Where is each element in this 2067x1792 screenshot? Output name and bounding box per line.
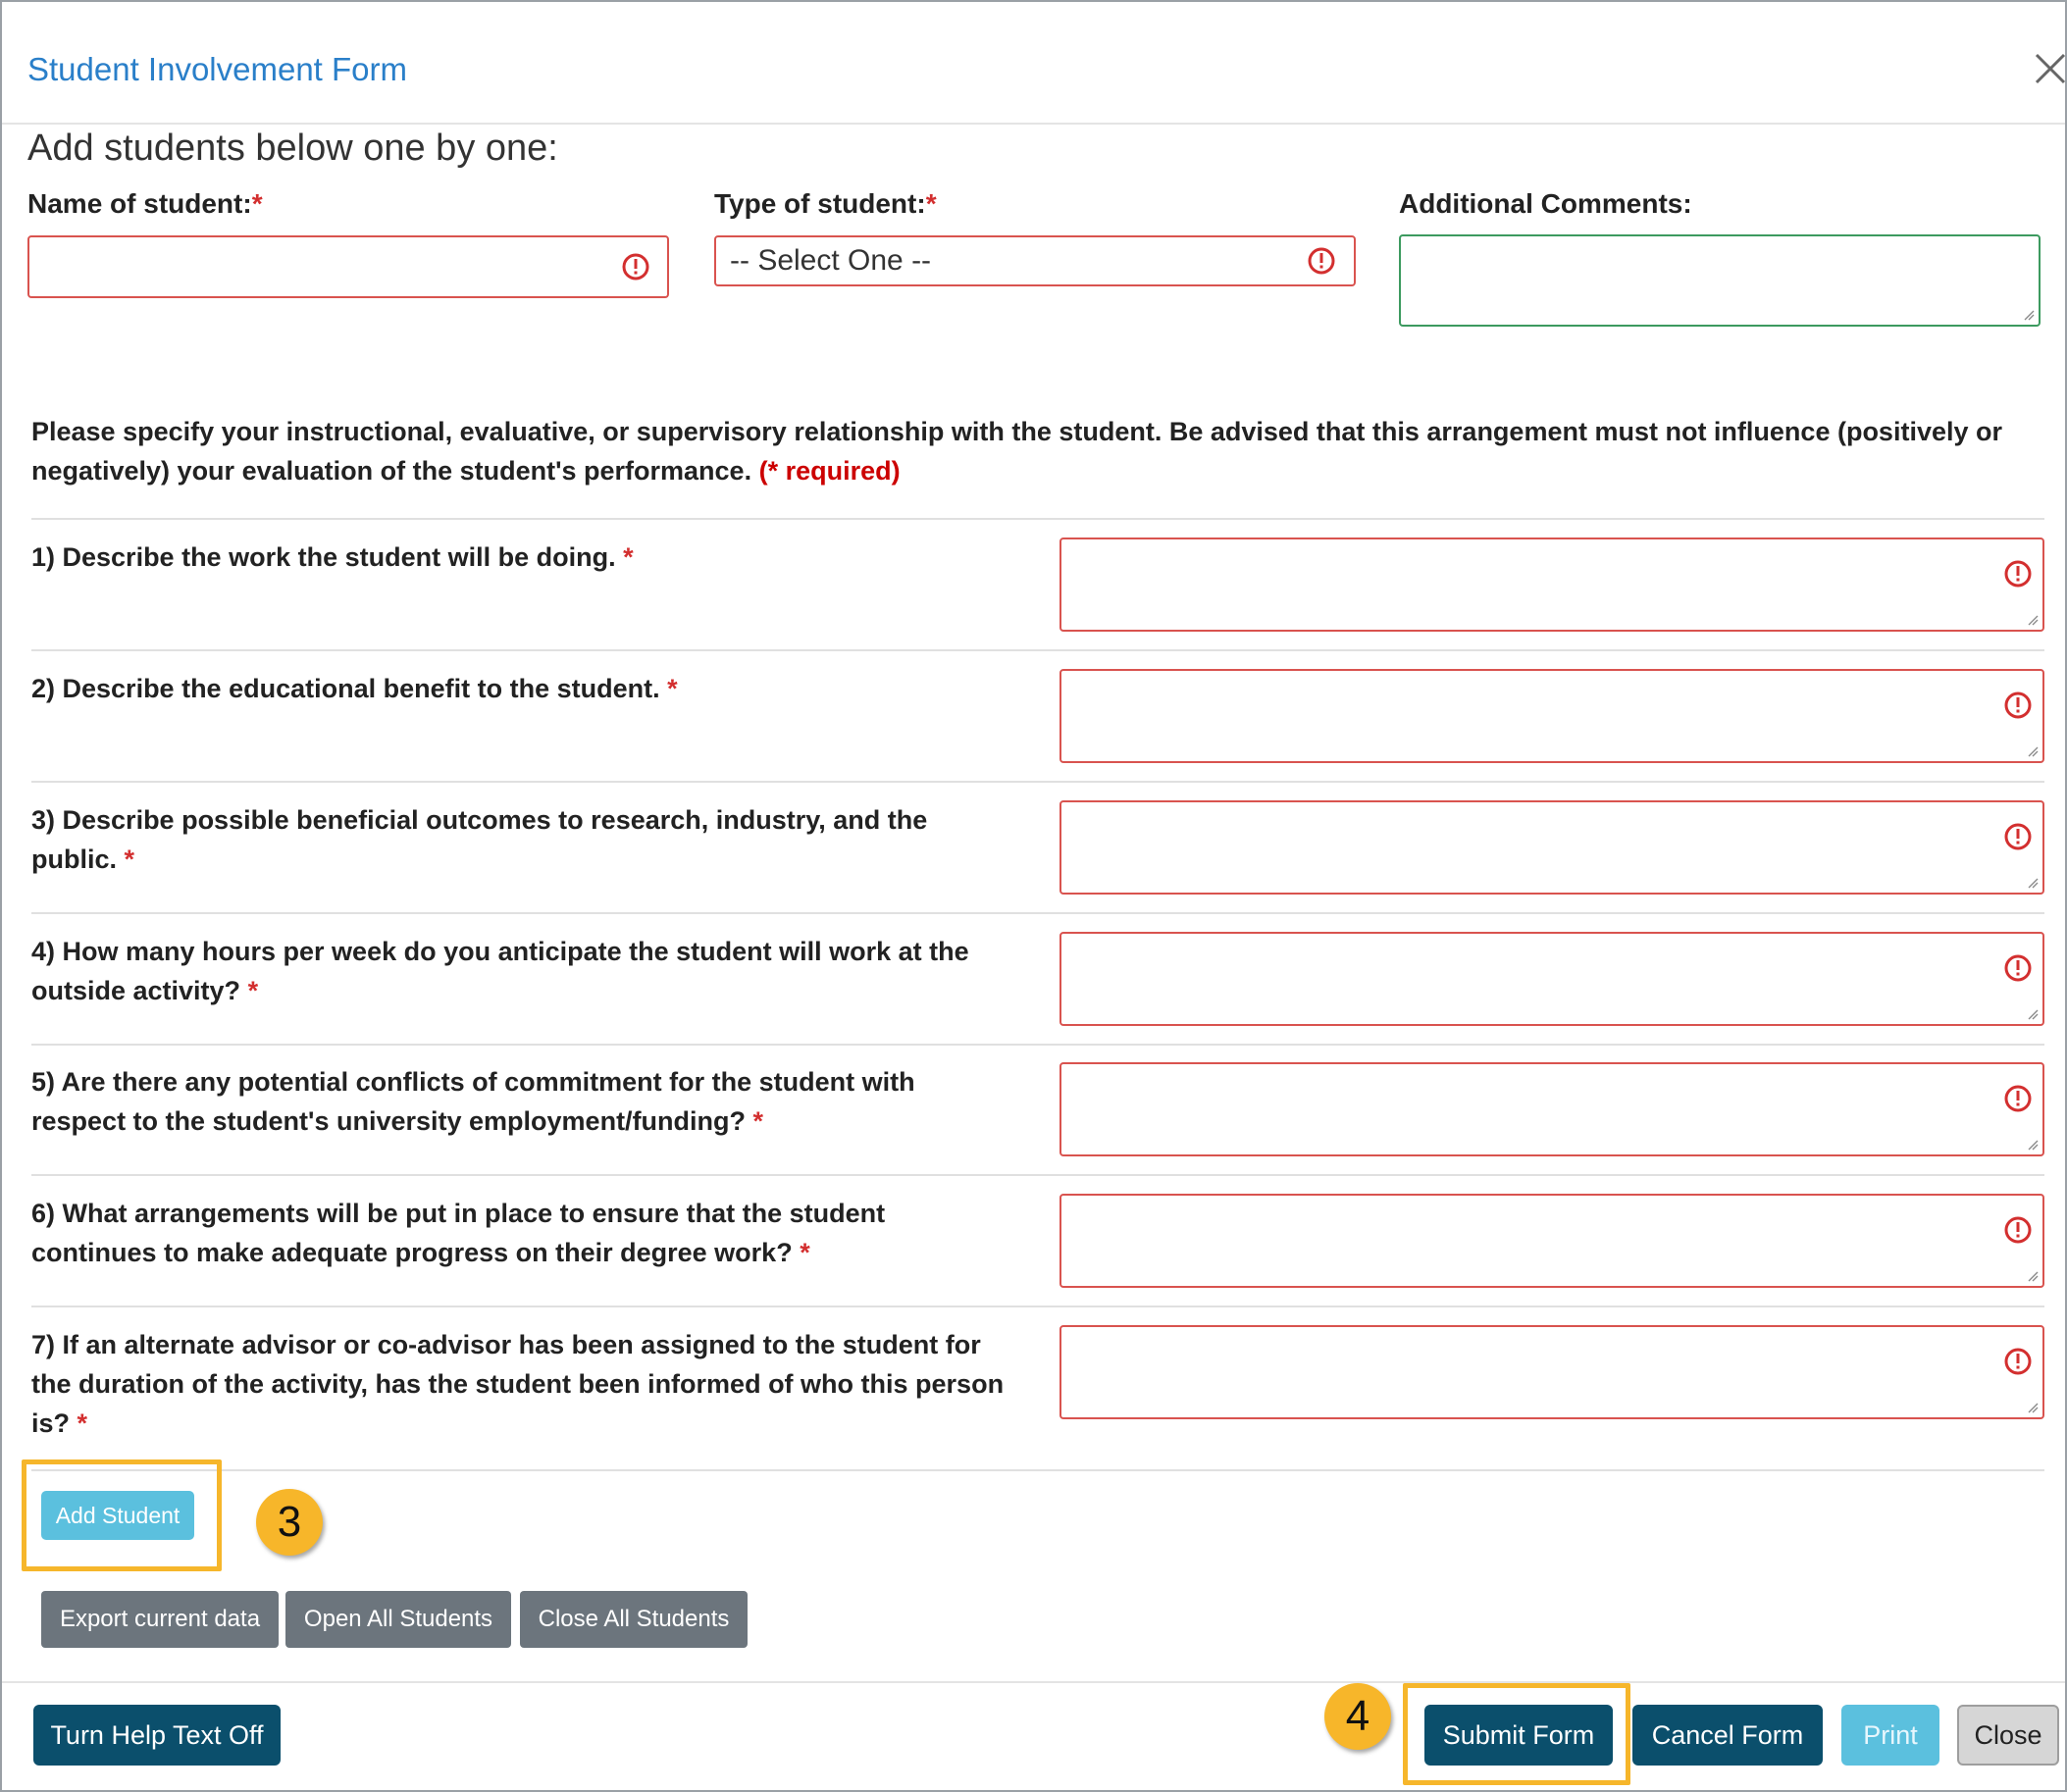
error-icon — [2003, 1215, 2033, 1245]
error-icon — [621, 252, 650, 282]
required-mark: * — [124, 845, 135, 874]
close-button[interactable]: Close — [1957, 1705, 2059, 1766]
question-text: 4) How many hours per week do you anticipate the student will work at the outside activity? — [31, 937, 969, 1005]
resize-grip-icon[interactable] — [2027, 1402, 2039, 1413]
question-2-label — [31, 669, 1012, 708]
divider — [31, 1044, 2044, 1046]
comments-label: Additional Comments: — [1399, 188, 1692, 219]
name-label-text: Name of student: — [27, 188, 252, 219]
error-icon — [2003, 691, 2033, 720]
question-6-textarea[interactable] — [1059, 1194, 2044, 1288]
footer-divider — [2, 1681, 2065, 1683]
error-icon — [2003, 1347, 2033, 1376]
question-1-label — [31, 538, 1012, 577]
question-5-label — [31, 1062, 1012, 1141]
step-4-callout: 4 — [1324, 1683, 1391, 1750]
intro-text: Add students below one by one: — [27, 128, 558, 169]
resize-grip-icon[interactable] — [2027, 1139, 2039, 1151]
student-type-select[interactable] — [714, 235, 1356, 286]
divider — [31, 781, 2044, 783]
resize-grip-icon[interactable] — [2027, 614, 2039, 626]
divider — [31, 649, 2044, 651]
modal-header — [2, 2, 2065, 125]
help-text-toggle-button[interactable]: Turn Help Text Off — [33, 1705, 281, 1766]
question-text: 7) If an alternate advisor or co-advisor has been assigned to the student for the duration of the activity, has the student been informed of who this person is? — [31, 1330, 1005, 1438]
required-mark: * — [623, 542, 634, 572]
name-input[interactable] — [27, 235, 669, 298]
type-label — [714, 188, 937, 220]
print-button[interactable]: Print — [1841, 1705, 1939, 1766]
question-7-textarea[interactable] — [1059, 1325, 2044, 1419]
question-4-textarea[interactable] — [1059, 932, 2044, 1026]
error-icon — [2003, 822, 2033, 851]
submit-form-button[interactable]: Submit Form — [1424, 1705, 1613, 1766]
error-icon — [2003, 1084, 2033, 1113]
divider — [31, 912, 2044, 914]
question-2-textarea[interactable] — [1059, 669, 2044, 763]
instructions-text: Please specify your instructional, evaluative, or supervisory relationship with the student. Be advised that this arrangement must not influence (positively or negatively) your evaluation of the student's performance. — [31, 417, 2002, 486]
required-mark: * — [77, 1408, 88, 1438]
question-text: 6) What arrangements will be put in place to ensure that the student continues to make adequate progress on their degree work? — [31, 1199, 886, 1267]
cancel-form-button[interactable]: Cancel Form — [1632, 1705, 1823, 1766]
question-text: 3) Describe possible beneficial outcomes to research, industry, and the public. — [31, 805, 928, 874]
question-3-label — [31, 800, 1012, 879]
required-mark: * — [800, 1238, 810, 1267]
required-mark: * — [251, 188, 263, 219]
name-label — [27, 188, 263, 220]
student-type-value: -- Select One -- — [730, 244, 932, 277]
question-text: 1) Describe the work the student will be doing. — [31, 542, 616, 572]
export-data-button[interactable]: Export current data — [41, 1591, 279, 1648]
required-mark: * — [667, 674, 678, 703]
additional-comments-textarea[interactable] — [1399, 234, 2041, 327]
divider — [31, 518, 2044, 520]
close-all-students-button[interactable]: Close All Students — [520, 1591, 748, 1648]
required-mark: * — [247, 976, 259, 1005]
question-7-label — [31, 1325, 1012, 1443]
question-6-label — [31, 1194, 1012, 1272]
divider — [31, 1174, 2044, 1176]
question-text: 5) Are there any potential conflicts of commitment for the student with respect to the student's university employment/funding? — [31, 1067, 915, 1136]
question-5-textarea[interactable] — [1059, 1062, 2044, 1156]
error-icon — [1307, 246, 1336, 276]
resize-grip-icon[interactable] — [2027, 877, 2039, 889]
add-student-button[interactable]: Add Student — [41, 1491, 194, 1540]
question-4-label — [31, 932, 1012, 1010]
open-all-students-button[interactable]: Open All Students — [285, 1591, 511, 1648]
question-text: 2) Describe the educational benefit to the student. — [31, 674, 660, 703]
required-mark: * — [752, 1106, 764, 1136]
question-3-textarea[interactable] — [1059, 800, 2044, 895]
resize-grip-icon[interactable] — [2027, 1270, 2039, 1282]
type-label-text: Type of student: — [714, 188, 926, 219]
resize-grip-icon[interactable] — [2023, 309, 2035, 321]
resize-grip-icon[interactable] — [2027, 1008, 2039, 1020]
modal-title: Student Involvement Form — [27, 51, 408, 87]
divider — [31, 1469, 2044, 1471]
error-icon — [2003, 953, 2033, 983]
close-icon[interactable] — [2033, 51, 2067, 86]
divider — [31, 1306, 2044, 1307]
error-icon — [2003, 559, 2033, 589]
resize-grip-icon[interactable] — [2027, 745, 2039, 757]
relationship-instructions — [31, 412, 2042, 490]
question-1-textarea[interactable] — [1059, 538, 2044, 632]
required-mark: * — [925, 188, 937, 219]
required-note: (* required) — [758, 456, 901, 486]
step-3-callout: 3 — [256, 1489, 323, 1556]
